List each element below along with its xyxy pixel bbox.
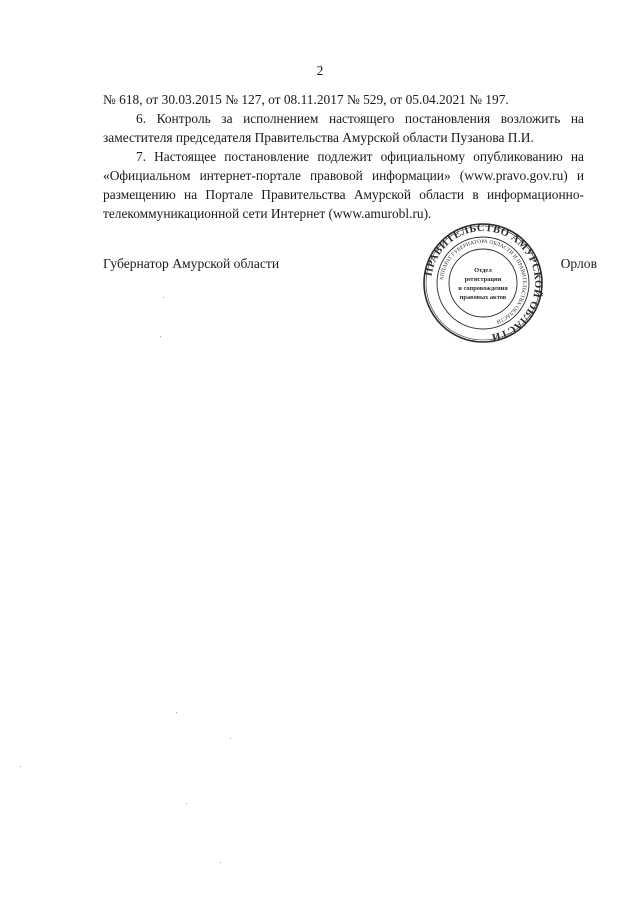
seal-inner-ring — [449, 249, 517, 317]
seal-inner-text: АППАРАТ ГУБЕРНАТОРА ОБЛАСТИ И ПРАВИТЕЛЬСТВА ОБЛАСТИ — [439, 238, 528, 325]
seal-outer-text: ПРАВИТЕЛЬСТВО АМУРСКОЙ ОБЛАСТИ — [423, 222, 544, 343]
page-number: 2 — [316, 63, 324, 78]
seal-center-line-3: и сопровождения — [458, 285, 508, 292]
scan-speck — [160, 336, 161, 337]
scan-speck — [230, 738, 231, 739]
scan-speck — [220, 862, 221, 863]
seal-center-line-1: Отдел — [474, 267, 492, 274]
signatory-name: Орлов — [560, 256, 597, 271]
paragraph-continuation: № 618, от 30.03.2015 № 127, от 08.11.2017 № 529, от 05.04.2021 № 197. — [103, 92, 509, 107]
document-body — [103, 90, 584, 223]
paragraph-item-6: 6. Контроль за исполнением настоящего постановления возложить на заместителя председателя Правительства Амурской области Пузанова П.И. — [103, 111, 584, 145]
seal-middle-ring — [437, 237, 529, 329]
seal-center-line-2: регистрации — [464, 276, 502, 283]
scan-speck — [20, 766, 21, 767]
signatory-title: Губернатор Амурской области — [103, 256, 280, 271]
scan-speck — [163, 297, 164, 298]
scan-speck — [176, 712, 177, 713]
official-seal-stamp — [422, 222, 544, 344]
paragraph-item-7: 7. Настоящее постановление подлежит официальному опубликованию на «Официальном интернет-портале правовой информации» (www.pravo.gov.ru) и размещению на Портале Правительства Амурской области в информационно-телекоммуникационной сети Интернет (www.amurobl.ru). — [103, 149, 584, 221]
seal-center-line-4: правовых актов — [459, 294, 507, 301]
scan-speck — [186, 803, 187, 804]
